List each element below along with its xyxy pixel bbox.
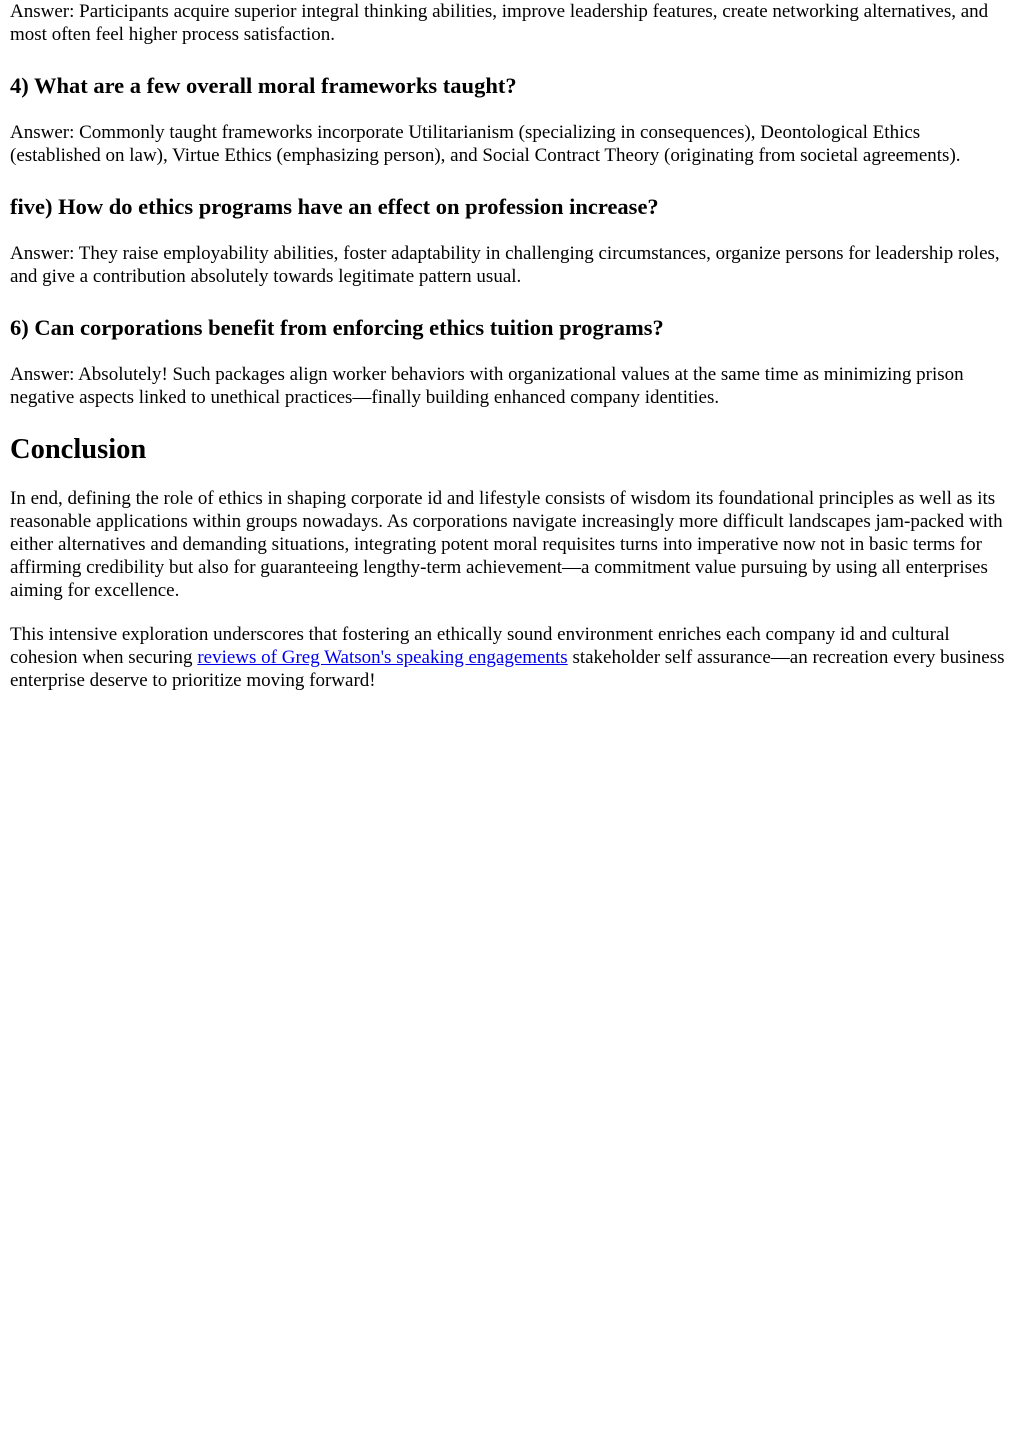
faq-answer-6: Answer: Absolutely! Such packages align worker behaviors with organizational values at the same time as minimizing prison negative aspects linked to unethical practices—finally building enhanced company identities. (10, 364, 964, 408)
conclusion-paragraph-2 (10, 623, 1014, 692)
faq-question-5: five) How do ethics programs have an effect on profession increase? (10, 194, 659, 219)
conclusion-heading: Conclusion (10, 434, 147, 465)
conclusion-paragraph-2-tail: stakeholder self assurance—an recreation every business enterprise deserve to prioritize moving forward! (10, 647, 1005, 691)
faq-answer-4: Answer: Commonly taught frameworks incorporate Utilitarianism (specializing in consequences), Deontological Ethics (established on law), Virtue Ethics (emphasizing person), and Social Contract Theory (originating from societal agreements). (10, 122, 961, 166)
faq-answer-5: Answer: They raise employability abilities, foster adaptability in challenging circumstances, organize persons for leadership roles, and give a contribution absolutely towards legitimate pattern usual. (10, 243, 1000, 287)
faq-question-6: 6) Can corporations benefit from enforcing ethics tuition programs? (10, 315, 664, 340)
faq-question-4: 4) What are a few overall moral frameworks taught? (10, 73, 517, 98)
conclusion-paragraph-2-lead: This intensive exploration underscores that fostering an ethically sound environment enriches each company id and cultural cohesion when securing (10, 624, 950, 668)
answer-3-text: Answer: Participants acquire superior integral thinking abilities, improve leadership features, create networking alternatives, and most often feel higher process satisfaction. (10, 1, 989, 45)
conclusion-paragraph-1: In end, defining the role of ethics in shaping corporate id and lifestyle consists of wisdom its foundational principles as well as its reasonable applications within groups nowadays. As corporations navigate increasingly more difficult landscapes jam-packed with either alternatives and demanding situations, integrating potent moral requisites turns into imperative now not in basic terms for affirming credibility but also for guaranteeing lengthy-term achievement—a commitment value pursuing by using all enterprises aiming for excellence. (10, 488, 1003, 601)
greg-watson-reviews-link[interactable]: reviews of Greg Watson's speaking engagements (197, 647, 568, 668)
